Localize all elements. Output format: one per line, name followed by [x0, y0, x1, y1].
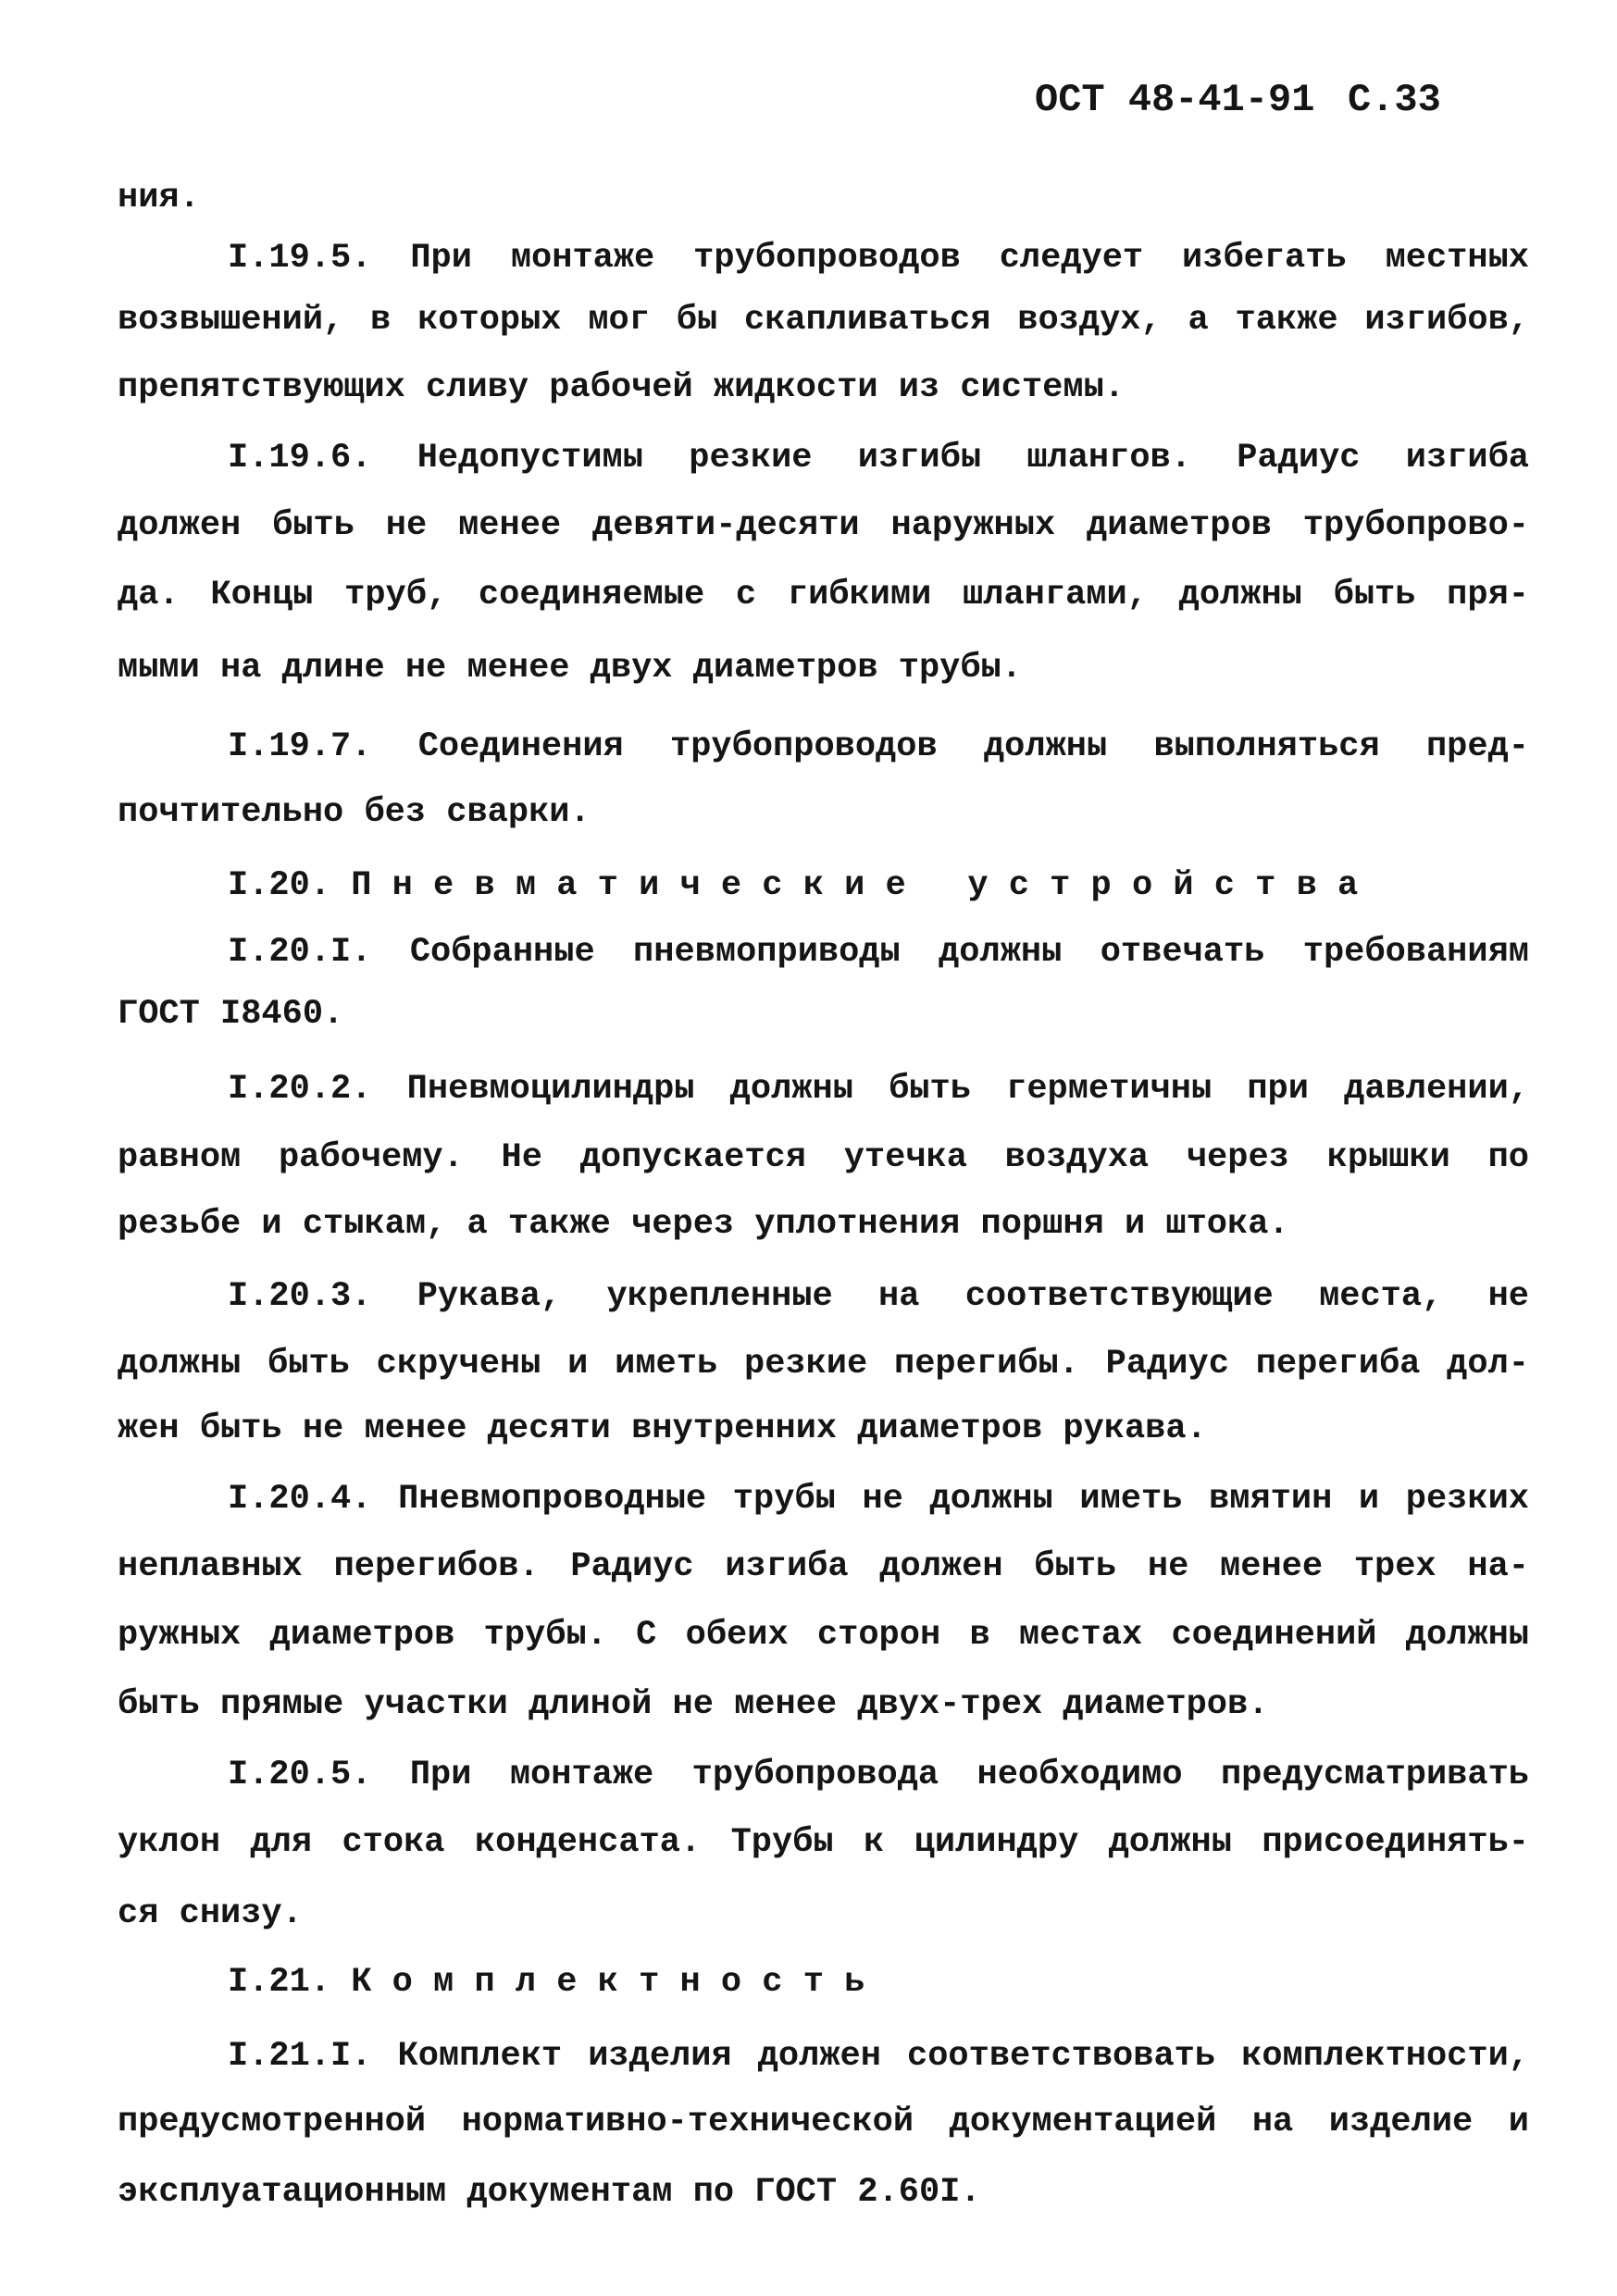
paragraph-line: неплавных перегибов. Радиус изгиба должен быть не менее трех на- [118, 1547, 1529, 1586]
paragraph-line: ся снизу. [118, 1894, 303, 1933]
paragraph-first-line: I.19.6. Недопустимы резкие изгибы шлангов. Радиус изгиба [228, 439, 1529, 478]
paragraph-line: почтительно без сварки. [118, 793, 591, 832]
document-code: ОСТ 48-41-91 [1035, 78, 1315, 122]
paragraph-first-line: I.20.I. Собранные пневмоприводы должны отвечать требованиям [228, 933, 1529, 972]
paragraph-line: эксплуатационным документам по ГОСТ 2.60I. [118, 2173, 981, 2212]
paragraph-line: быть прямые участки длиной не менее двух-трех диаметров. [118, 1685, 1269, 1724]
paragraph-line: возвышений, в которых мог бы скапливаться воздух, а также изгибов, [118, 301, 1529, 340]
paragraph-first-line: I.20.3. Рукава, укрепленные на соответствующие места, не [228, 1277, 1529, 1316]
paragraph-first-line: I.21. К о м п л е к т н о с т ь [228, 1963, 865, 2002]
paragraph-line: жен быть не менее десяти внутренних диаметров рукава. [118, 1409, 1207, 1448]
paragraph-first-line: I.20. П н е в м а т и ч е с к и е у с т р о й с т в а [228, 866, 1359, 905]
paragraph-line: равном рабочему. Не допускается утечка воздуха через крышки по [118, 1138, 1529, 1177]
paragraph-line: препятствующих сливу рабочей жидкости из системы. [118, 368, 1125, 407]
paragraph-line: уклон для стока конденсата. Трубы к цилиндру должны присоединять- [118, 1823, 1529, 1862]
paragraph-line: ружных диаметров трубы. С обеих сторон в местах соединений должны [118, 1616, 1529, 1655]
paragraph-line: мыми на длине не менее двух диаметров трубы. [118, 649, 1022, 688]
paragraph-first-line: I.20.2. Пневмоцилиндры должны быть герметичны при давлении, [228, 1070, 1529, 1109]
paragraph-first-line: I.19.5. При монтаже трубопроводов следует избегать местных [228, 239, 1529, 278]
paragraph-line: должны быть скручены и иметь резкие перегибы. Радиус перегиба дол- [118, 1345, 1529, 1384]
page-number: С.33 [1348, 78, 1441, 122]
paragraph-line: должен быть не менее девяти-десяти наружных диаметров трубопрово- [118, 506, 1529, 545]
paragraph-first-line: I.21.I. Комплект изделия должен соответствовать комплектности, [228, 2037, 1529, 2076]
paragraph-line: резьбе и стыкам, а также через уплотнения поршня и штока. [118, 1205, 1289, 1244]
paragraph-line: ния. [118, 179, 200, 217]
paragraph-first-line: I.20.4. Пневмопроводные трубы не должны иметь вмятин и резких [228, 1480, 1529, 1519]
paragraph-line: ГОСТ I8460. [118, 995, 344, 1034]
paragraph-line: да. Концы труб, соединяемые с гибкими шлангами, должны быть пря- [118, 576, 1529, 614]
paragraph-first-line: I.20.5. При монтаже трубопровода необходимо предусматривать [228, 1756, 1529, 1794]
paragraph-first-line: I.19.7. Соединения трубопроводов должны выполняться пред- [228, 727, 1529, 766]
paragraph-line: предусмотренной нормативно-технической документацией на изделие и [118, 2103, 1529, 2141]
